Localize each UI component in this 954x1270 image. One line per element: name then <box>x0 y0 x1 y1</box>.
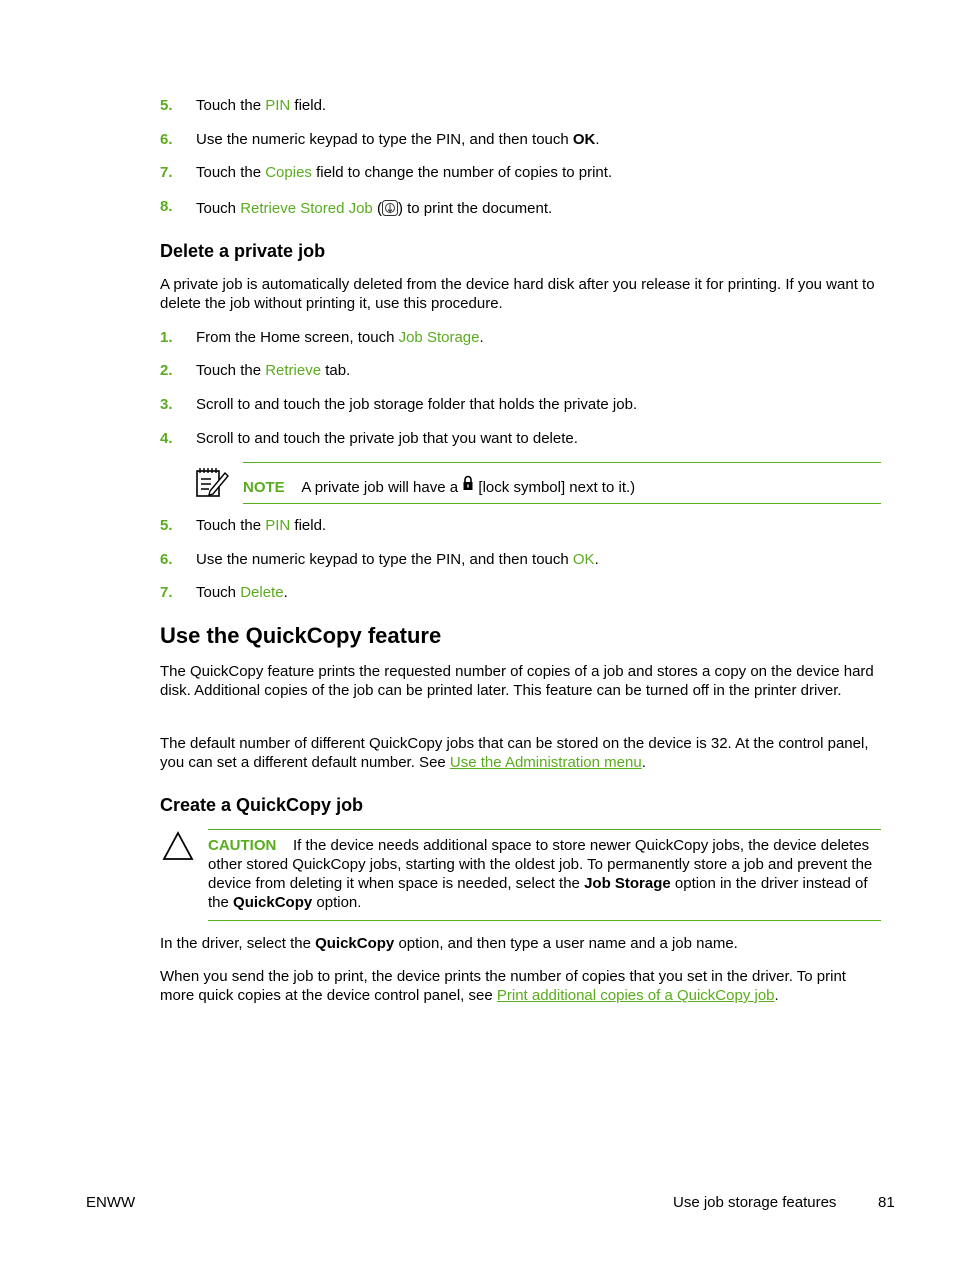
step-text-end: field to change the number of copies to print. <box>311 164 613 181</box>
step-text: Touch <box>196 584 241 601</box>
step-number: 6. <box>160 551 173 568</box>
pin-field-ref: PIN <box>265 517 291 534</box>
note-text <box>243 475 635 497</box>
caution-text <box>208 836 884 912</box>
lock-icon <box>462 475 474 491</box>
step-text: Touch the <box>196 97 266 114</box>
step-number: 5. <box>160 97 173 114</box>
step-text: Touch the <box>196 164 266 181</box>
paragraph-text-end: . <box>641 754 646 771</box>
step-text-end: field. <box>290 517 327 534</box>
retrieve-job-icon <box>382 200 398 216</box>
ok-ref: OK <box>572 551 595 568</box>
quickcopy-bold: QuickCopy <box>233 894 313 911</box>
step-text-end: tab. <box>321 362 351 379</box>
step-text-end: . <box>283 584 288 601</box>
step-text: Use the numeric keypad to type the PIN, and then touch <box>196 131 573 148</box>
step-number: 4. <box>160 430 173 447</box>
step-text-end: ) to print the document. <box>397 200 553 217</box>
copies-field-ref: Copies <box>265 164 312 181</box>
note-text-end: [lock symbol] next to it.) <box>474 479 636 496</box>
caution-label: CAUTION <box>208 837 277 854</box>
step-number: 7. <box>160 584 173 601</box>
step-text: Touch the <box>196 517 266 534</box>
paragraph-text-end: option, and then type a user name and a job name. <box>394 935 738 952</box>
footer-section-title: Use job storage features <box>673 1194 837 1211</box>
print-additional-copies-link[interactable]: Print additional copies of a QuickCopy job <box>496 987 775 1004</box>
delete-private-job-heading: Delete a private job <box>160 241 326 261</box>
quickcopy-paragraph-2 <box>160 734 884 772</box>
delete-intro-paragraph: A private job is automatically deleted from the device hard disk after you release it for printing. If you want to delete the job without printing it, use this procedure. <box>160 276 875 312</box>
quickcopy-heading: Use the QuickCopy feature <box>160 623 442 648</box>
step-text: Touch the <box>196 362 266 379</box>
note-label: NOTE <box>243 479 285 496</box>
step-text: Scroll to and touch the job storage folder that holds the private job. <box>196 396 638 413</box>
step-number: 2. <box>160 362 173 379</box>
quickcopy-bold: QuickCopy <box>315 935 395 952</box>
step-number: 8. <box>160 198 173 215</box>
step-text: From the Home screen, touch <box>196 329 399 346</box>
retrieve-tab-ref: Retrieve <box>265 362 322 379</box>
step-number: 5. <box>160 517 173 534</box>
step-text-end: . <box>595 131 600 148</box>
quickcopy-paragraph-1: The QuickCopy feature prints the requested number of copies of a job and stores a copy on the device hard disk. Additional copies of the job can be printed later. This feature can be turned off in the printer driver. <box>160 663 874 699</box>
job-storage-bold: Job Storage <box>584 875 671 892</box>
create-quickcopy-heading: Create a QuickCopy job <box>160 795 364 815</box>
job-storage-ref: Job Storage <box>398 329 480 346</box>
paragraph-text-end: . <box>774 987 779 1004</box>
note-text-start: A private job will have a <box>301 479 463 496</box>
step-number: 3. <box>160 396 173 413</box>
step-text: Use the numeric keypad to type the PIN, and then touch <box>196 551 573 568</box>
quickcopy-paragraph-3 <box>160 934 884 953</box>
step-text-end: . <box>479 329 484 346</box>
paragraph-text: In the driver, select the <box>160 935 316 952</box>
caution-text-3: option. <box>312 894 362 911</box>
note-pad-icon <box>194 465 230 499</box>
paragraph-text: The default number of different QuickCopy jobs that can be stored on the device is 32. At the control panel, you can set a different default number. See <box>160 735 869 771</box>
caution-text-2: option in the driver instead of the <box>208 875 868 911</box>
step-text-end: . <box>594 551 599 568</box>
page-number: 81 <box>878 1194 895 1211</box>
administration-menu-link[interactable]: Use the Administration menu <box>449 754 642 771</box>
ok-bold: OK <box>572 131 596 148</box>
paragraph-text: When you send the job to print, the device prints the number of copies that you set in the driver. To print more quick copies at the device control panel, see <box>160 968 846 1004</box>
caution-text-1: If the device needs additional space to store newer QuickCopy jobs, the device deletes other stored QuickCopy jobs, starting with the oldest job. To permanently store a job and prevent the device from deleting it when space is needed, select the <box>208 837 873 892</box>
step-number: 7. <box>160 164 173 181</box>
footer-left: ENWW <box>86 1194 136 1211</box>
step-text-end: field. <box>290 97 327 114</box>
delete-ref: Delete <box>240 584 284 601</box>
paren-open: ( <box>372 200 382 217</box>
warning-triangle-icon <box>162 831 194 861</box>
step-text: Scroll to and touch the private job that you want to delete. <box>196 430 578 447</box>
step-text: Touch <box>196 200 241 217</box>
retrieve-stored-job-ref: Retrieve Stored Job <box>240 200 373 217</box>
quickcopy-paragraph-4 <box>160 967 884 1005</box>
step-number: 6. <box>160 131 173 148</box>
pin-field-ref: PIN <box>265 97 291 114</box>
step-number: 1. <box>160 329 173 346</box>
